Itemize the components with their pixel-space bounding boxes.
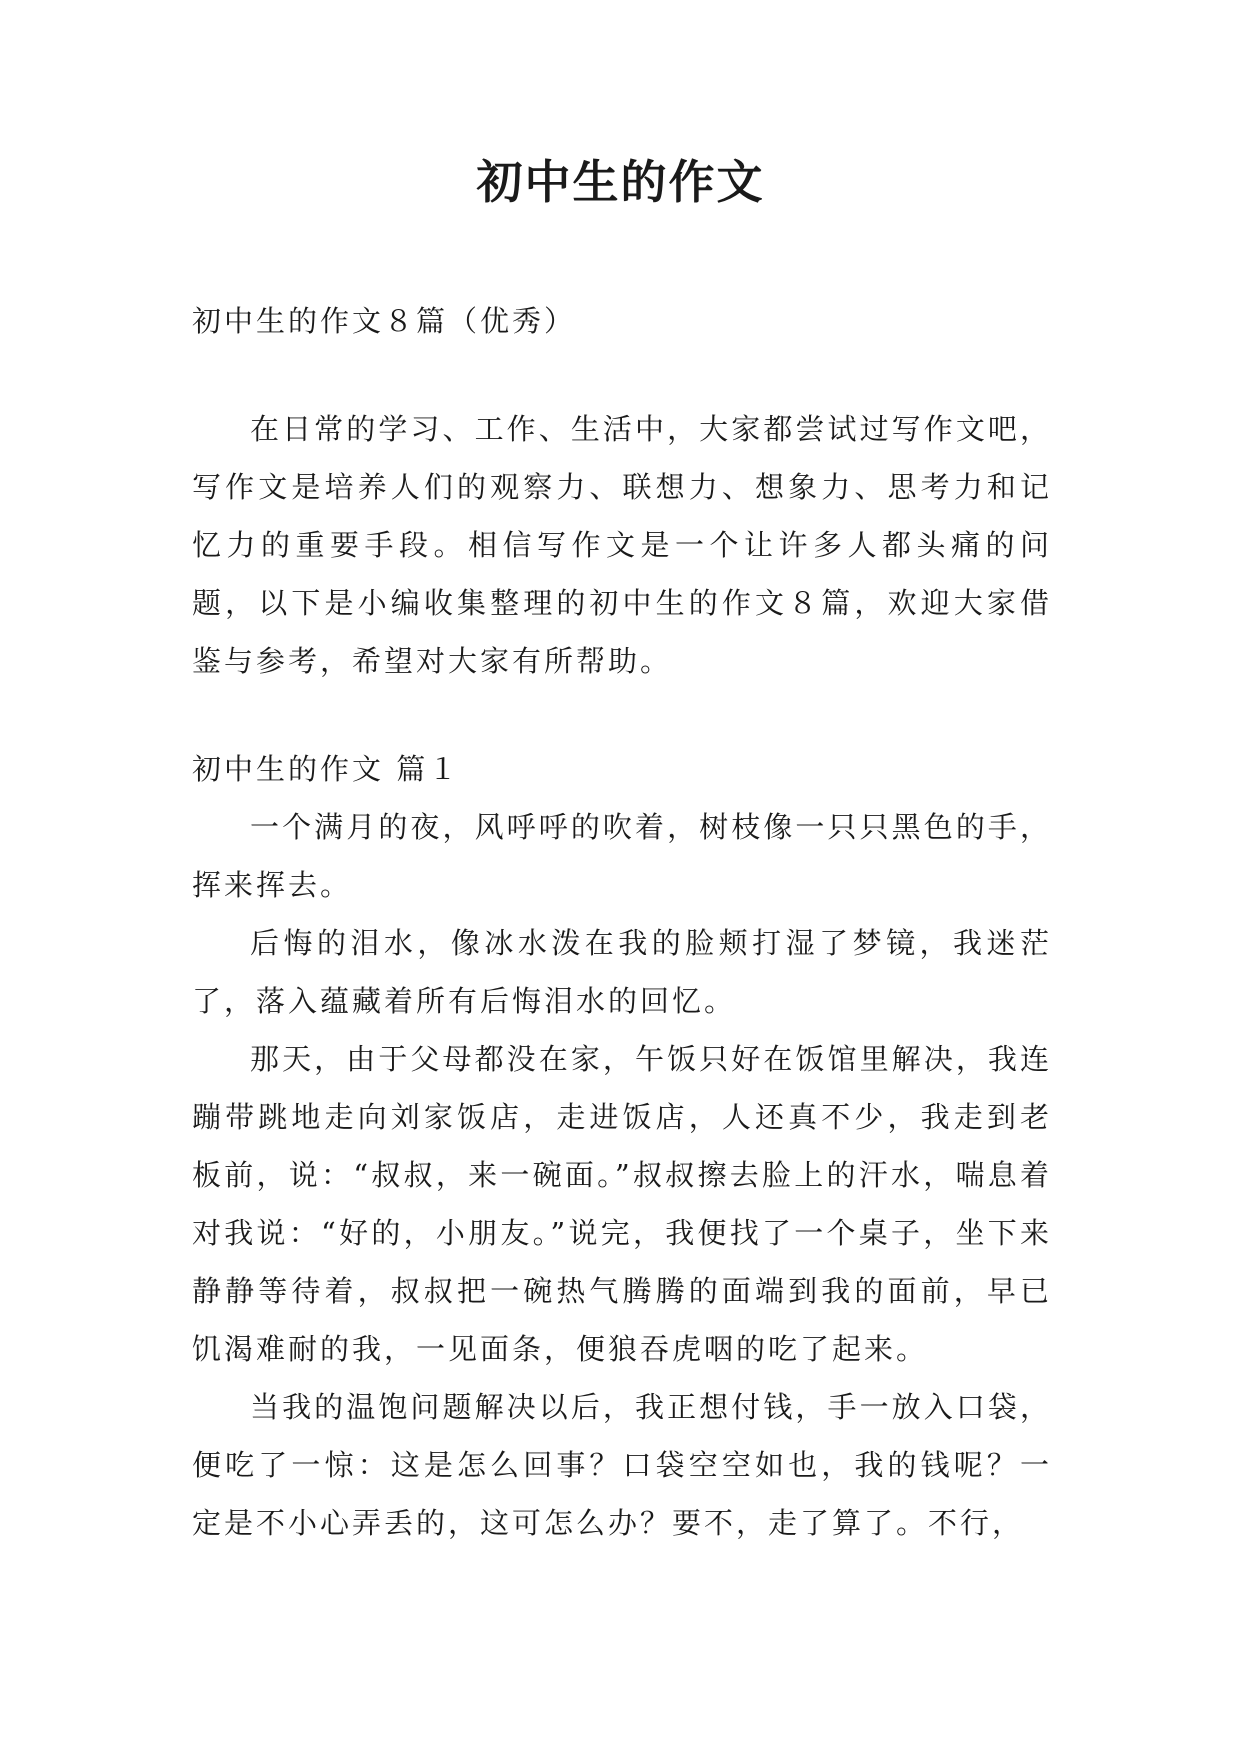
body-paragraph: 那天，由于父母都没在家，午饭只好在饭馆里解决，我连蹦带跳地走向刘家饭店，走进饭店，人还真不少，我走到老板前，说：“叔叔，来一碗面。”叔叔擦去脸上的汗水，喘息着对我说：“好的，小朋友。”说完，我便找了一个桌子，坐下来静静等待着，叔叔把一碗热气腾腾的面端到我的面前，早已饥渴难耐的我，一见面条，便狼吞虎咽的吃了起来。: [192, 1042, 1052, 1366]
document-subtitle: 初中生的作文８篇（优秀）: [192, 304, 577, 338]
section-heading: 初中生的作文 篇１: [192, 752, 461, 786]
document-body: [192, 292, 1052, 1552]
intro-paragraph: 在日常的学习、工作、生活中，大家都尝试过写作文吧，写作文是培养人们的观察力、联想力、想象力、思考力和记忆力的重要手段。相信写作文是一个让许多人都头痛的问题，以下是小编收集整理的初中生的作文８篇，欢迎大家借鉴与参考，希望对大家有所帮助。: [192, 412, 1052, 678]
body-paragraph: 当我的温饱问题解决以后，我正想付钱，手一放入口袋，便吃了一惊：这是怎么回事？口袋空空如也，我的钱呢？一定是不小心弄丢的，这可怎么办？要不，走了算了。不行，: [192, 1390, 1052, 1540]
body-paragraph: 后悔的泪水，像冰水泼在我的脸颊打湿了梦镜，我迷茫了，落入蕴藏着所有后悔泪水的回忆。: [192, 926, 1052, 1018]
document-title: 初中生的作文: [476, 155, 765, 209]
body-paragraph: 一个满月的夜，风呼呼的吹着，树枝像一只只黑色的手，挥来挥去。: [192, 810, 1052, 902]
